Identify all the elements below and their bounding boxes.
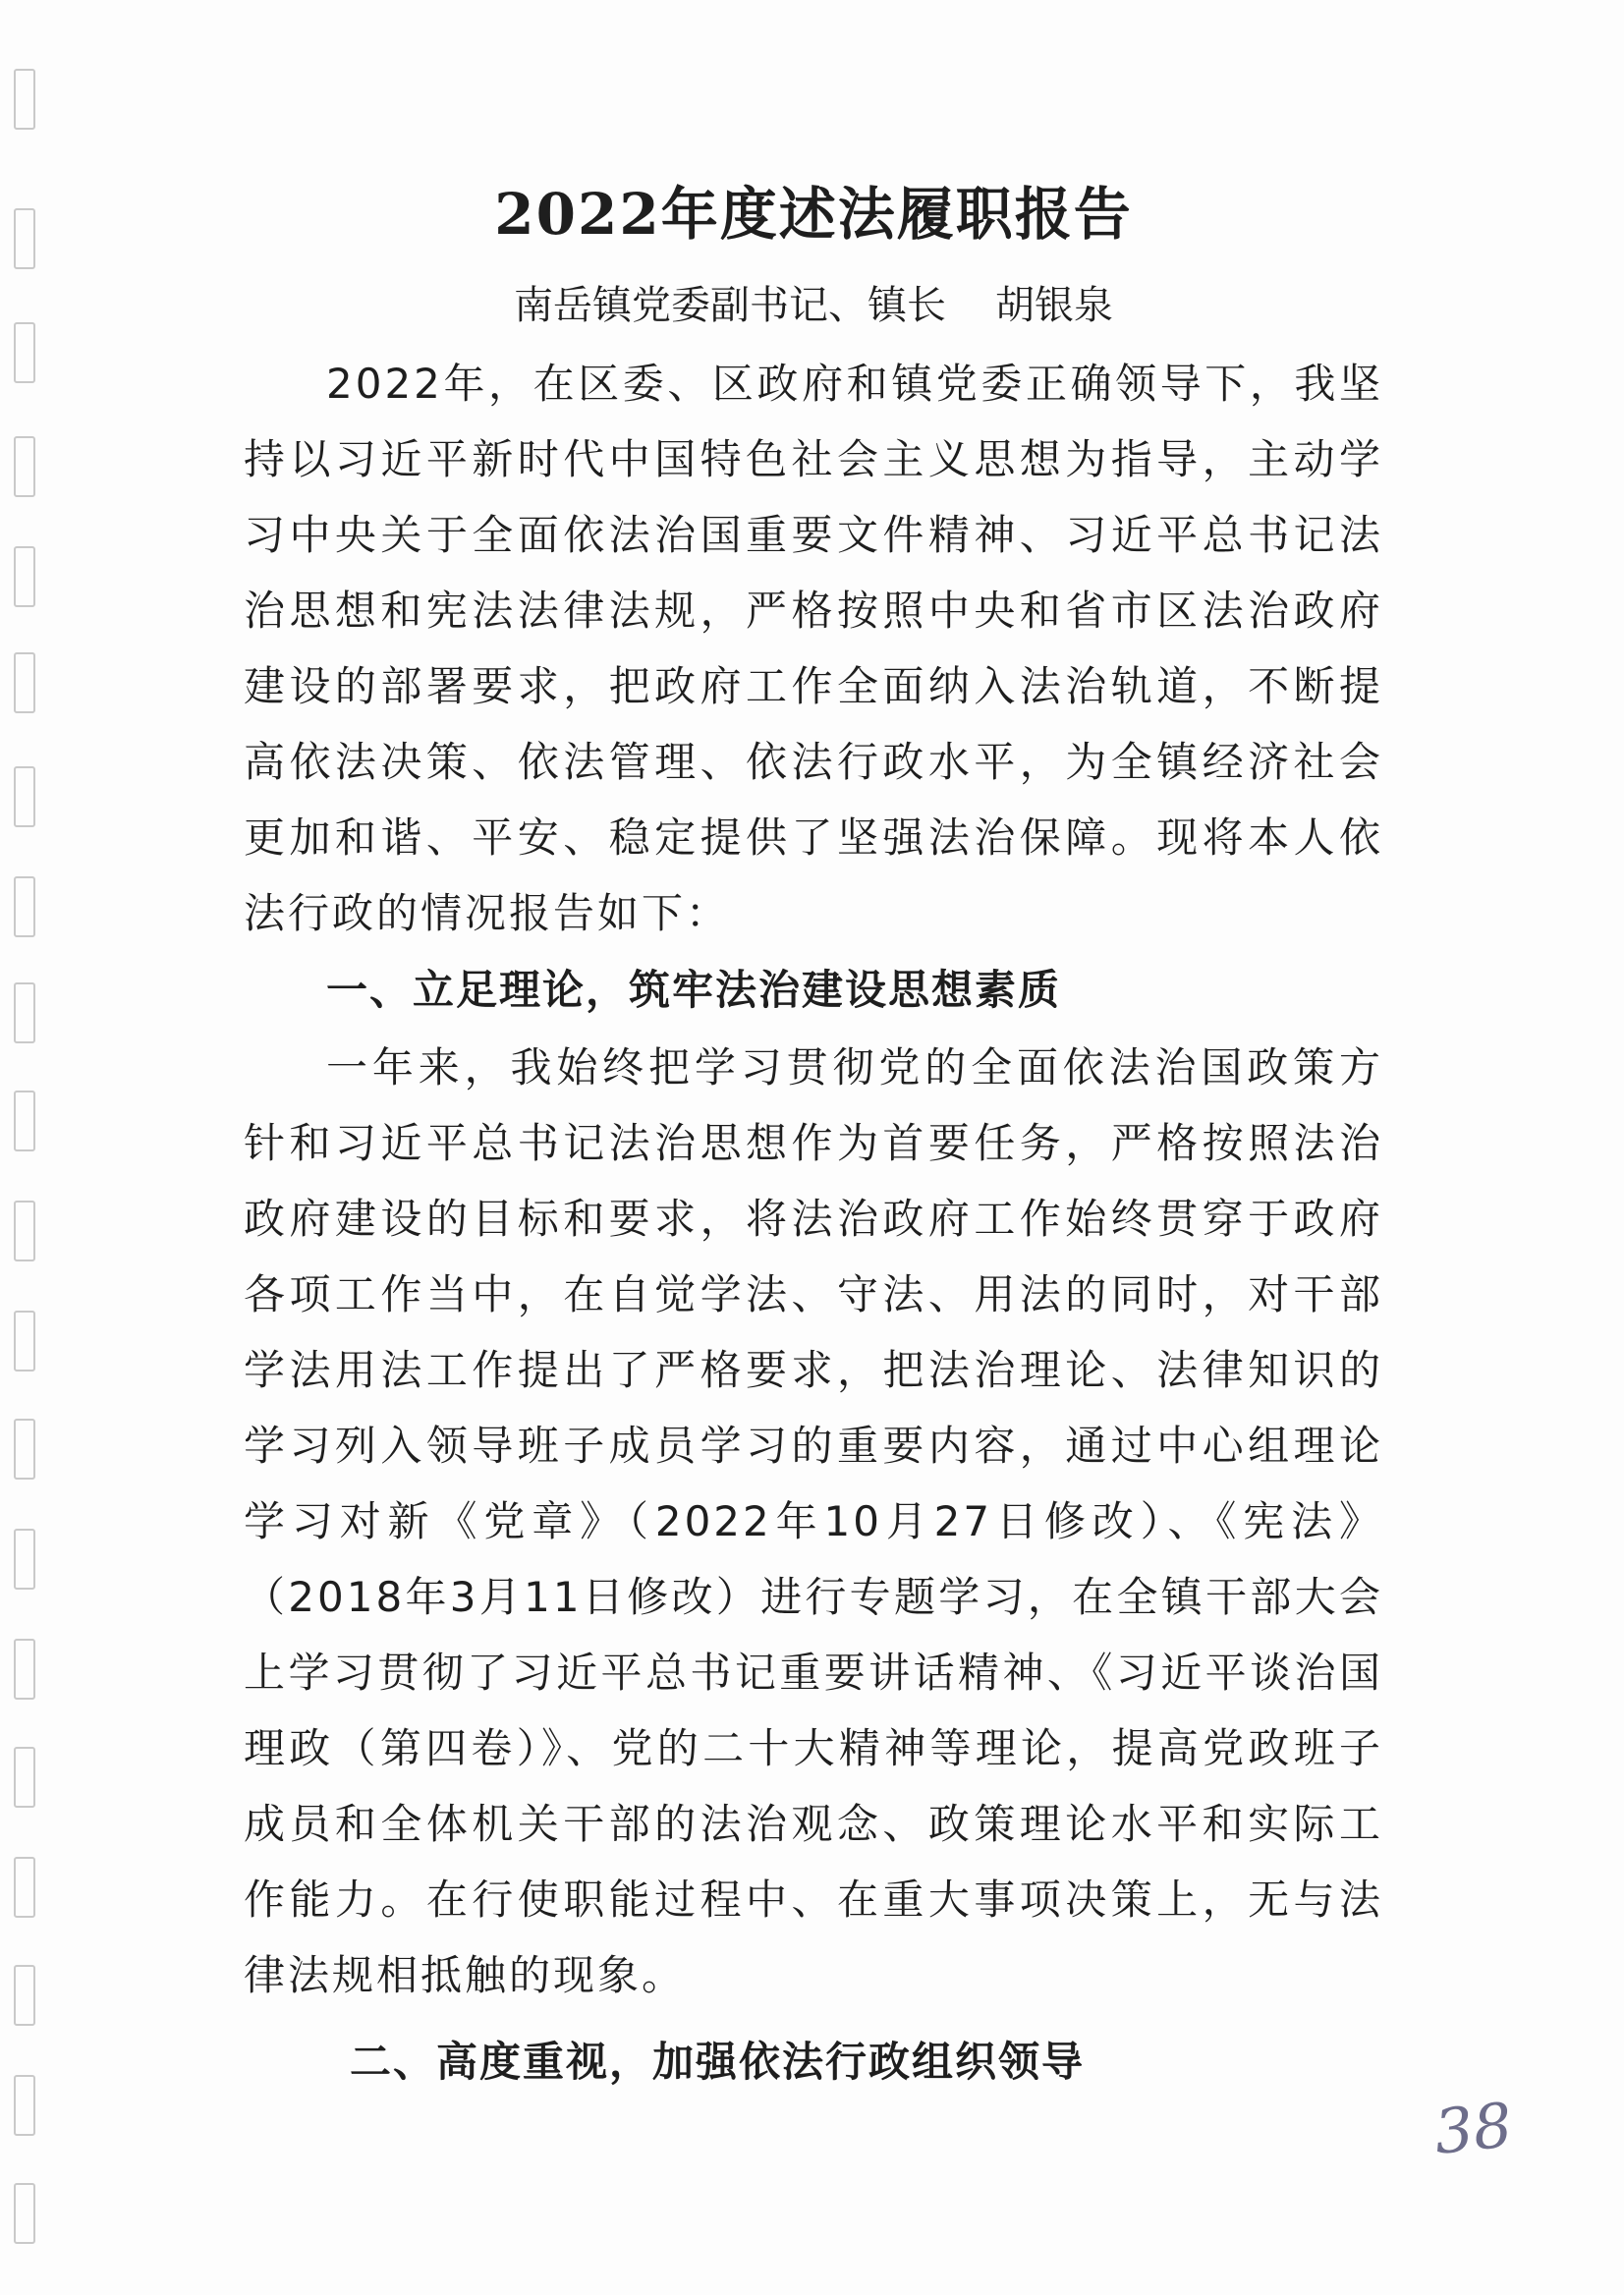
binding-hole <box>14 1529 35 1590</box>
binding-hole <box>14 322 35 383</box>
binding-hole <box>14 69 35 130</box>
binding-hole <box>14 876 35 937</box>
binding-hole <box>14 2075 35 2136</box>
binding-hole <box>14 1201 35 1261</box>
binding-holes <box>14 0 43 2295</box>
document-title: 2022年度述法履职报告 <box>494 181 1133 248</box>
binding-hole <box>14 1747 35 1808</box>
binding-hole <box>14 1419 35 1480</box>
binding-hole <box>14 436 35 497</box>
section-heading-1: 一、立足理论，筑牢法治建设思想素质 <box>326 966 1062 1014</box>
binding-hole <box>14 208 35 269</box>
binding-hole <box>14 1965 35 2026</box>
binding-hole <box>14 1091 35 1151</box>
section-body-1: 一年来，我始终把学习贯彻党的全面依法治国政策方针和习近平总书记法治思想作为首要任务，严格按照法治政府建设的目标和要求，将法治政府工作始终贯穿于政府各项工作当中，在自觉学法、守法、用法的同时，对干部学法用法工作提出了严格要求，把法治理论、法律知识的学习列入领导班子成员学习的重要内容，通过中心组理论学习对新《党章》（2022年10月27日修改）、《宪法》（2018年3月11日修改）进行专题学习，在全镇干部大会上学习贯彻了习近平总书记重要讲话精神、《习近平谈治国理政（第四卷）》、党的二十大精神等理论，提高党政班子成员和全体机关干部的法治观念、政策理论水平和实际工作能力。在行使职能过程中、在重大事项决策上，无与法律法规相抵触的现象。 <box>244 1043 1383 1999</box>
binding-hole <box>14 546 35 607</box>
binding-hole <box>14 1311 35 1371</box>
binding-hole <box>14 1857 35 1918</box>
author-name: 胡银泉 <box>995 283 1113 328</box>
binding-hole <box>14 982 35 1043</box>
document-page <box>244 175 1383 2101</box>
binding-hole <box>14 652 35 713</box>
author-position: 南岳镇党委副书记、镇长 <box>514 283 946 328</box>
intro-paragraph: 2022年，在区委、区政府和镇党委正确领导下，我坚持以习近平新时代中国特色社会主义思想为指导，主动学习中央关于全面依法治国重要文件精神、习近平总书记法治思想和宪法法律法规，严格按照中央和省市区法治政府建设的部署要求，把政府工作全面纳入法治轨道，不断提高依法决策、依法管理、依法行政水平，为全镇经济社会更加和谐、平安、稳定提供了坚强法治保障。现将本人依法行政的情况报告如下： <box>244 360 1383 937</box>
binding-hole <box>14 766 35 827</box>
page-number: 38 <box>1430 2089 1516 2168</box>
binding-hole <box>14 2183 35 2244</box>
section-heading-2: 二、高度重视，加强依法行政组织领导 <box>350 2038 1086 2086</box>
author-line <box>244 271 1383 340</box>
binding-hole <box>14 1639 35 1700</box>
